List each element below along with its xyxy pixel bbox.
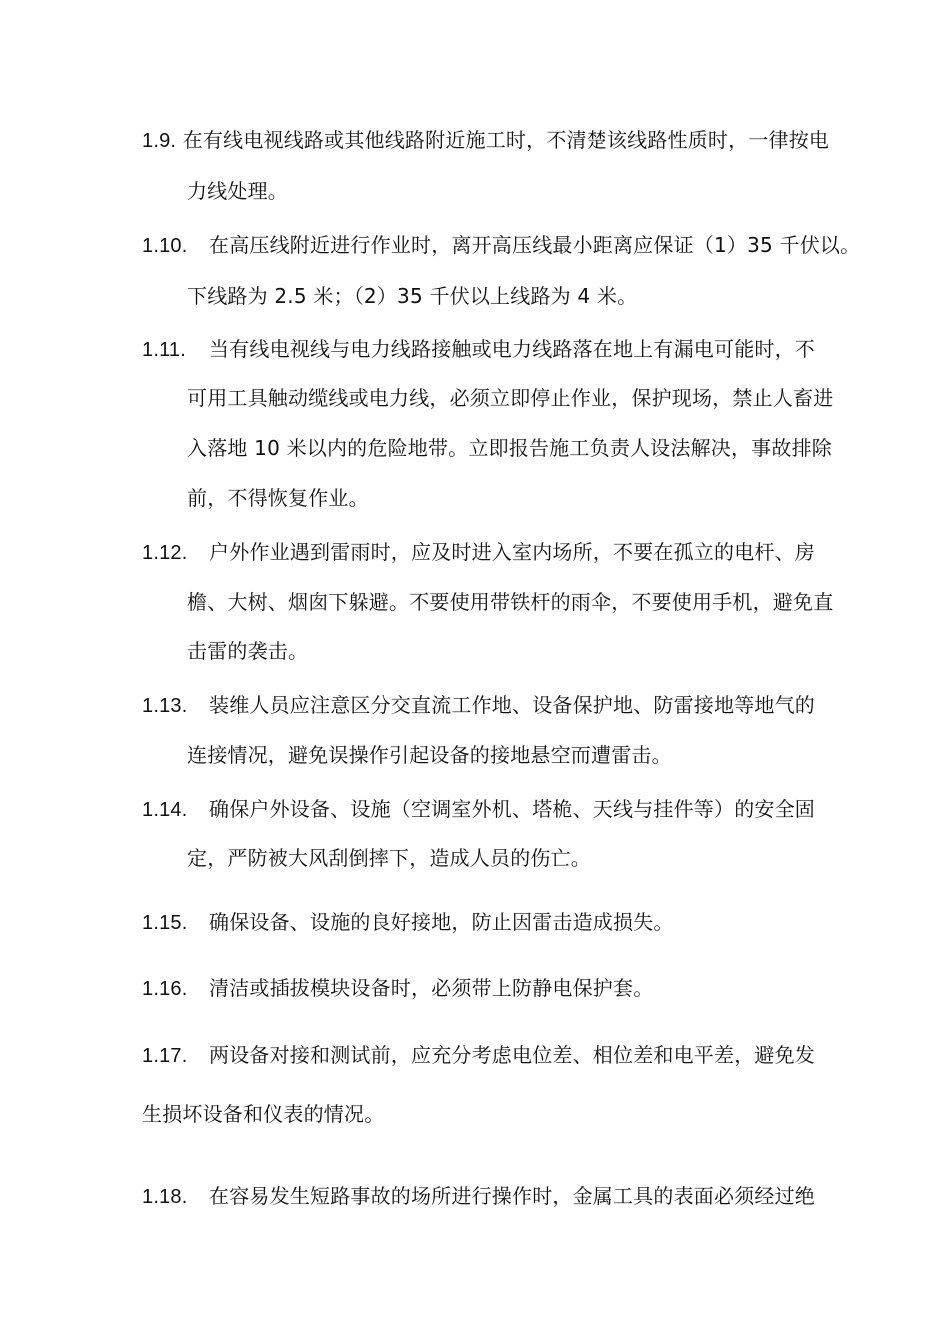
- item-1-11-line-1: [142, 337, 815, 362]
- item-text: 装维人员应注意区分交直流工作地、设备保护地、防雷接地等地气的: [209, 693, 815, 717]
- item-1-10-line-1: [142, 233, 860, 258]
- item-1-12-line-3: 击雷的袭击。: [187, 639, 309, 663]
- item-text: 在高压线附近进行作业时，离开高压线最小距离应保证（1）35 千伏以。: [209, 233, 861, 257]
- item-1-9-line-1: [142, 128, 829, 153]
- item-text: 当有线电视线与电力线路接触或电力线路落在地上有漏电可能时，不: [209, 337, 815, 361]
- item-1-18-line-1: [142, 1184, 815, 1209]
- item-text: 确保户外设备、设施（空调室外机、塔桅、天线与挂件等）的安全固: [209, 797, 815, 821]
- item-1-9-line-2: 力线处理。: [187, 179, 288, 203]
- item-1-17-line-2: 生损坏设备和仪表的情况。: [142, 1102, 385, 1126]
- item-1-12-line-1: [142, 540, 815, 565]
- item-1-13-line-1: [142, 693, 815, 718]
- item-text: 确保设备、设施的良好接地，防止因雷击造成损失。: [209, 910, 674, 934]
- item-text: 户外作业遇到雷雨时，应及时进入室内场所，不要在孤立的电杆、房: [209, 540, 815, 564]
- item-number: 1.16.: [142, 978, 188, 1000]
- item-number: 1.10.: [142, 235, 188, 257]
- item-number: 1.17.: [142, 1045, 188, 1067]
- item-number: 1.13.: [142, 695, 188, 717]
- item-1-14-line-2: 定，严防被大风刮倒摔下，造成人员的伤亡。: [187, 846, 591, 870]
- item-number: 1.11.: [142, 339, 186, 361]
- item-1-16-line-1: [142, 976, 653, 1001]
- item-number: 1.9.: [142, 130, 177, 152]
- item-number: 1.14.: [142, 799, 188, 821]
- item-1-11-line-2: 可用工具触动缆线或电力线，必须立即停止作业，保护现场，禁止人畜进: [187, 386, 834, 410]
- item-text: 两设备对接和测试前，应充分考虑电位差、相位差和电平差，避免发: [209, 1043, 815, 1067]
- item-1-13-line-2: 连接情况，避免误操作引起设备的接地悬空而遭雷击。: [187, 743, 672, 767]
- item-text: 在容易发生短路事故的场所进行操作时，金属工具的表面必须经过绝: [209, 1184, 815, 1208]
- item-number: 1.15.: [142, 912, 188, 934]
- item-1-10-line-2: 下线路为 2.5 米；（2）35 千伏以上线路为 4 米。: [187, 284, 638, 308]
- item-number: 1.18.: [142, 1186, 188, 1208]
- item-1-17-line-1: [142, 1043, 815, 1068]
- item-1-11-line-3: 入落地 10 米以内的危险地带。立即报告施工负责人设法解决，事故排除: [187, 436, 832, 460]
- item-1-11-line-4: 前，不得恢复作业。: [187, 486, 369, 510]
- item-number: 1.12.: [142, 542, 188, 564]
- item-text: 清洁或插拔模块设备时，必须带上防静电保护套。: [209, 976, 654, 1000]
- item-1-14-line-1: [142, 797, 815, 822]
- item-1-15-line-1: [142, 910, 674, 935]
- item-1-12-line-2: 檐、大树、烟囱下躲避。不要使用带铁杆的雨伞，不要使用手机，避免直: [187, 590, 834, 614]
- item-text: 在有线电视线路或其他线路附近施工时，不清楚该线路性质时，一律按电: [182, 128, 830, 152]
